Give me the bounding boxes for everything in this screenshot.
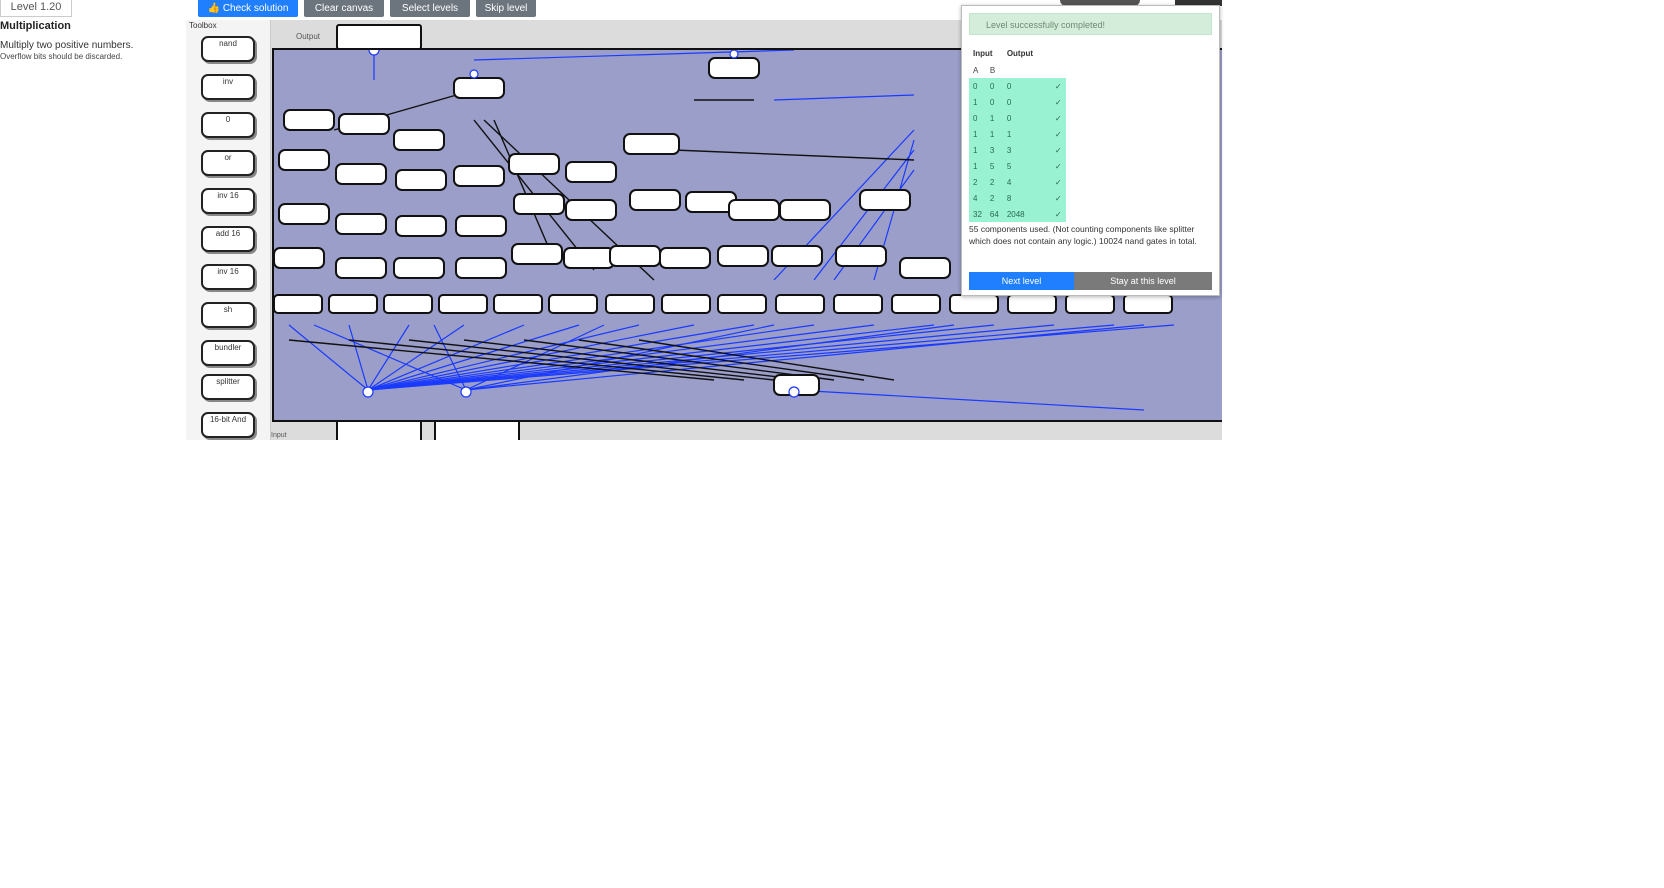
table-row: 0 1 0 ✓: [969, 110, 1066, 126]
check-icon: ✓: [1051, 94, 1066, 110]
table-row: 32 64 2048 ✓: [969, 206, 1066, 222]
level-info: [0, 0, 185, 420]
check-solution-button[interactable]: 👍 Check solution: [198, 0, 298, 17]
check-icon: ✓: [1051, 142, 1066, 158]
tool-add16[interactable]: add 16: [201, 226, 255, 252]
success-banner: Level successfully completed!: [969, 13, 1212, 35]
check-icon: ✓: [1051, 190, 1066, 206]
input-header: Input: [973, 48, 993, 58]
check-icon: ✓: [1051, 110, 1066, 126]
tool-zero[interactable]: 0: [201, 112, 255, 138]
table-row: 1 3 3 ✓: [969, 142, 1066, 158]
output-label: Output: [296, 32, 321, 41]
next-level-button[interactable]: Next level: [969, 272, 1074, 290]
tool-or[interactable]: or: [201, 150, 255, 176]
table-row: 1 5 5 ✓: [969, 158, 1066, 174]
result-panel: [961, 5, 1220, 296]
table-row: 1 1 1 ✓: [969, 126, 1066, 142]
result-note: 55 components used. (Not counting components like splitter which does not contain any logic.) 10024 nand gates in total.: [969, 224, 1197, 246]
check-icon: ✓: [1051, 206, 1066, 222]
col-b: B: [986, 62, 1003, 78]
tool-nand[interactable]: nand: [201, 36, 255, 62]
check-icon: ✓: [1051, 126, 1066, 142]
table-row: 4 2 8 ✓: [969, 190, 1066, 206]
truth-table: [969, 44, 1066, 222]
select-levels-button[interactable]: Select levels: [390, 0, 470, 17]
check-icon: ✓: [1051, 174, 1066, 190]
level-description: Multiply two positive numbers.: [0, 40, 134, 51]
tool-inv16[interactable]: inv 16: [201, 188, 255, 214]
tool-bundler[interactable]: bundler: [201, 340, 255, 366]
input-label: Input: [271, 432, 287, 439]
check-icon: ✓: [1051, 78, 1066, 94]
col-a: A: [969, 62, 986, 78]
tool-sh[interactable]: sh: [201, 302, 255, 328]
tool-inv16-b[interactable]: inv 16: [201, 264, 255, 290]
toolbox: [186, 20, 271, 440]
level-title: Multiplication: [0, 20, 71, 32]
level-hint: Overflow bits should be discarded.: [0, 52, 123, 61]
stay-level-button[interactable]: Stay at this level: [1074, 272, 1212, 290]
table-row: 1 0 0 ✓: [969, 94, 1066, 110]
clear-canvas-button[interactable]: Clear canvas: [304, 0, 384, 17]
level-button[interactable]: Level 1.20: [0, 0, 72, 17]
output-node[interactable]: [336, 24, 422, 50]
skip-level-button[interactable]: Skip level: [476, 0, 536, 17]
check-icon: ✓: [1051, 158, 1066, 174]
thumbs-up-icon: 👍: [207, 3, 223, 14]
table-row: 0 0 0 ✓: [969, 78, 1066, 94]
table-row: 2 2 4 ✓: [969, 174, 1066, 190]
toolbox-label: Toolbox: [189, 21, 217, 30]
output-header: Output: [1006, 48, 1034, 58]
tool-and16[interactable]: 16-bit And: [201, 412, 255, 438]
tool-inv[interactable]: inv: [201, 74, 255, 100]
tool-splitter[interactable]: splitter: [201, 374, 255, 400]
